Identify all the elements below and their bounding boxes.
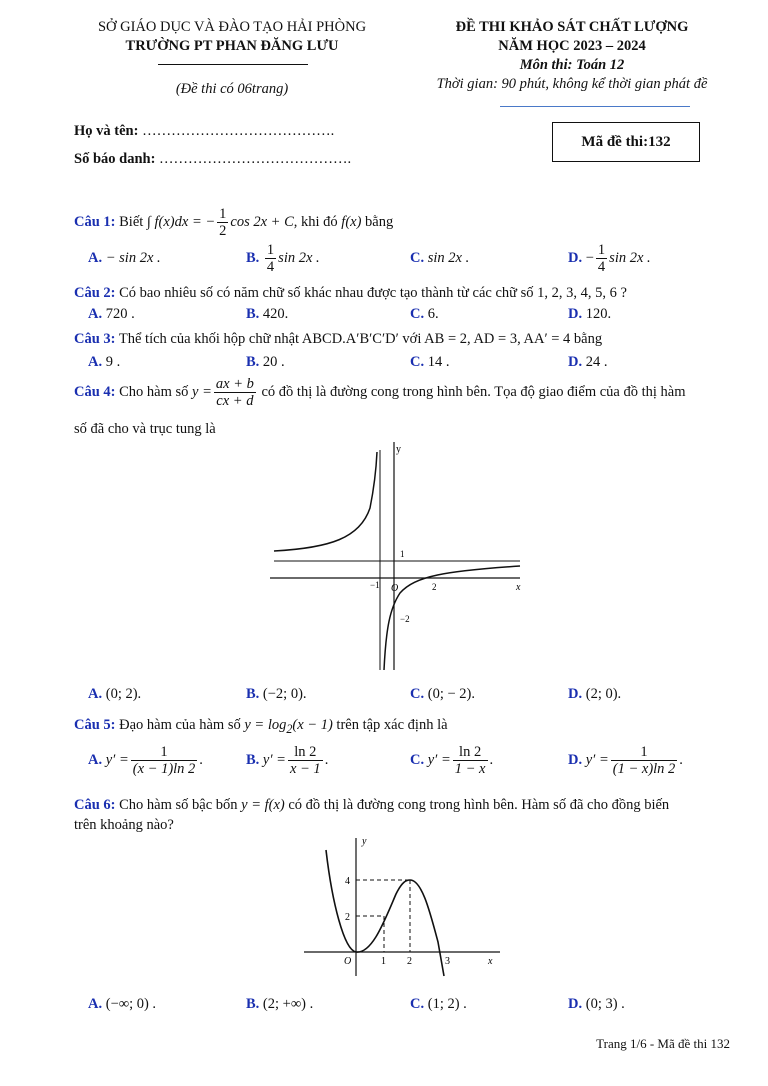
q5-option-b[interactable]: B. y′ = $\frac{\ln 2}{x - 1}$ . — [246, 744, 329, 777]
label-neg1: −1 — [370, 580, 380, 590]
q2-label: Câu 2: — [74, 285, 116, 301]
label-2y: 2 — [345, 912, 350, 923]
q5-label: Câu 5: — [74, 717, 116, 733]
q6-option-d[interactable]: D. (0; 3) . — [568, 996, 625, 1012]
q4-option-d[interactable]: D. (2; 0). — [568, 686, 622, 702]
exam-code-box — [552, 122, 700, 162]
q5-option-d[interactable]: D. y′ = $\frac{1}{(1 - x)\ln 2}$ . — [568, 744, 683, 777]
header-right-divider — [500, 106, 690, 107]
label-1: 1 — [400, 549, 405, 559]
q3-option-d[interactable]: D. 24 . — [568, 354, 608, 370]
label-4: 4 — [345, 876, 350, 887]
label-1: 1 — [381, 956, 386, 967]
id-row — [74, 150, 351, 168]
name-row — [74, 122, 334, 140]
q4-text-a: Cho hàm số — [119, 383, 189, 400]
subject: Môn thi: Toán 12 — [519, 57, 625, 73]
q4-label: Câu 4: — [74, 383, 116, 400]
q2-option-b[interactable]: B. 420. — [246, 306, 289, 322]
q1-option-a[interactable]: A. − sin 2x . — [88, 250, 161, 266]
q4-option-a[interactable]: A. (0; 2). — [88, 686, 142, 702]
q5-option-c[interactable]: C. y′ = $\frac{\ln 2}{1 - x}$ . — [410, 744, 494, 777]
q6-graph — [300, 832, 504, 978]
q2-option-c[interactable]: C. 6. — [410, 306, 439, 322]
school-year: NĂM HỌC 2023 – 2024 — [498, 38, 646, 54]
q4-option-c[interactable]: C. (0; − 2). — [410, 686, 475, 702]
question-1: Câu 1: Biết ∫ f(x)dx = − $\frac{1}{2}$ cos 2x + C, khi đó f(x) bằng — [74, 206, 394, 239]
label-2: 2 — [407, 956, 412, 967]
y-label: y — [362, 836, 367, 847]
label-3: 3 — [445, 956, 450, 967]
question-2 — [74, 284, 627, 302]
q6-option-b[interactable]: B. (2; +∞) . — [246, 996, 314, 1012]
header-left — [62, 18, 402, 56]
q3-option-b[interactable]: B. 20 . — [246, 354, 285, 370]
q1-text-c: bằng — [365, 213, 394, 230]
x-label: x — [488, 956, 493, 967]
q5-text-a: Đạo hàm của hàm số — [119, 717, 241, 733]
q2-option-d[interactable]: D. 120. — [568, 306, 612, 322]
q6-text-b: có đồ thị là đường cong trong hình bên. Hàm số đã cho đồng biến — [288, 797, 670, 813]
exam-title: ĐỀ THI KHẢO SÁT CHẤT LƯỢNG — [455, 19, 689, 35]
q1-option-d[interactable]: D. − $\frac{1}{4}$ sin 2x . — [568, 242, 651, 275]
header-divider — [158, 64, 308, 65]
q1-text-b: , khi đó — [293, 213, 338, 230]
q4-text-c: số đã cho và trục tung là — [74, 421, 216, 437]
q2-text: Có bao nhiêu số có năm chữ số khác nhau được tạo thành từ các chữ số 1, 2, 3, 4, 5, 6 ? — [119, 285, 627, 301]
origin-label: O — [344, 956, 352, 967]
q3-text: Thể tích của khối hộp chữ nhật ABCD.A′B′C′D′ với AB = 2, AD = 3, AA′ = 4 bằng — [118, 331, 603, 347]
q3-label: Câu 3: — [74, 331, 116, 347]
name-label: Họ và tên: — [74, 123, 139, 139]
left-branch — [274, 452, 377, 551]
id-label: Số báo danh: — [74, 151, 156, 167]
y-label: y — [396, 444, 401, 455]
name-dots: …………………………………. — [142, 123, 335, 139]
page-footer: Trang 1/6 - Mã đề thi 132 — [596, 1036, 730, 1051]
q1-option-b[interactable]: B. $\frac{1}{4}$ sin 2x . — [246, 242, 320, 275]
q3-option-c[interactable]: C. 14 . — [410, 354, 450, 370]
header-right — [392, 18, 752, 94]
label-neg2: −2 — [400, 614, 410, 624]
q6-text-c: trên khoảng nào? — [74, 817, 174, 833]
exam-code: Mã đề thi:132 — [581, 133, 671, 150]
q4-option-b[interactable]: B. (−2; 0). — [246, 686, 307, 702]
q2-option-a[interactable]: A. 720 . — [88, 306, 135, 322]
q4-text-b: có đồ thị là đường cong trong hình bên. Tọa độ giao điểm của đồ thị hàm — [261, 383, 686, 400]
question-4: Câu 4: Cho hàm số y = $\frac{ax + b}{cx + d}$ có đồ thị là đường cong trong hình bên. Tọa độ giao điểm của đồ thị hàm — [74, 376, 686, 409]
q4-graph — [270, 438, 526, 672]
q6-text-a: Cho hàm số bậc bốn — [119, 797, 238, 813]
dept-name: SỞ GIÁO DỤC VÀ ĐÀO TẠO HẢI PHÒNG — [97, 19, 367, 35]
q1-text-a: Biết — [119, 213, 144, 230]
q5-option-a[interactable]: A. y′ = $\frac{1}{(x - 1)\ln 2}$ . — [88, 744, 203, 777]
q3-option-a[interactable]: A. 9 . — [88, 354, 121, 370]
id-dots: …………………………………. — [159, 151, 352, 167]
label-2: 2 — [432, 582, 437, 592]
q6-option-a[interactable]: A. (−∞; 0) . — [88, 996, 157, 1012]
q6-option-c[interactable]: C. (1; 2) . — [410, 996, 467, 1012]
exam-time: Thời gian: 90 phút, không kể thời gian phát đề — [436, 76, 708, 92]
question-3 — [74, 330, 602, 348]
origin-label: O — [391, 583, 399, 594]
x-label: x — [516, 582, 521, 593]
school-name: TRƯỜNG PT PHAN ĐĂNG LƯU — [125, 38, 339, 54]
q1-label: Câu 1: — [74, 213, 116, 230]
q5-text-b: trên tập xác định là — [336, 717, 448, 733]
pages-note: (Đề thi có 06trang) — [175, 81, 289, 97]
q6-label: Câu 6: — [74, 797, 116, 813]
question-6: Câu 6: Cho hàm số bậc bốn y = f(x) có đồ thị là đường cong trong hình bên. Hàm số đã cho đồng biến — [74, 797, 670, 813]
question-5: Câu 5: Đạo hàm của hàm số $y = \log_2(x - 1)$ trên tập xác định là — [74, 717, 448, 736]
q1-option-c[interactable]: C. sin 2x . — [410, 250, 470, 266]
